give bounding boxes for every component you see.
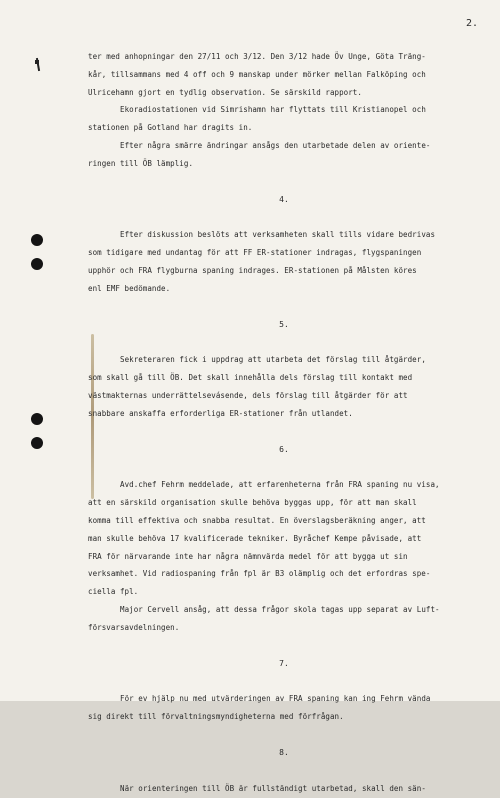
paragraph — [88, 601, 468, 637]
paragraph — [88, 476, 468, 601]
text-line: upphör och FRA flygburna spaning indrages. ER-stationen på Målsten köres — [88, 265, 417, 275]
section-number: 4. — [279, 194, 289, 204]
text-line: verksamhet. Vid radiospaning från fpl är B3 olämplig och det erfordras spe- — [88, 569, 431, 579]
text-line: försvarsavdelningen. — [88, 622, 180, 632]
text-line: Major Cervell ansåg, att dessa frågor skola tagas upp separat av Luft- — [120, 604, 440, 614]
text-line: Avd.chef Fehrm meddelade, att erfarenheterna från FRA spaning nu visa, — [120, 480, 440, 490]
section-number: 7. — [279, 658, 289, 668]
punch-hole — [31, 234, 43, 246]
paragraph — [88, 226, 468, 297]
paragraph — [88, 690, 468, 726]
punch-hole — [31, 413, 43, 425]
text-line: snabbare anskaffa erforderliga ER-stationer från utlandet. — [88, 408, 353, 418]
section-number: 5. — [279, 319, 289, 329]
paragraph — [88, 101, 468, 137]
punch-hole — [31, 258, 43, 270]
ink-mark — [35, 60, 39, 64]
paragraph — [88, 48, 468, 101]
document-body — [88, 48, 468, 798]
text-line: Efter några smärre ändringar ansågs den utarbetade delen av oriente- — [120, 140, 431, 150]
text-line: För ev hjälp nu med utvärderingen av FRA spaning kan ing Fehrm vända — [120, 694, 431, 704]
text-line: komma till effektiva och snabba resultat. En överslagsberäkning anger, att — [88, 515, 426, 525]
paragraph — [88, 351, 468, 422]
text-line: kår, tillsammans med 4 off och 9 manskap under mörker mellan Falköping och — [88, 69, 426, 79]
text-line: Efter diskussion beslöts att verksamheten skall tills vidare bedrivas — [120, 230, 436, 240]
text-line: ringen till ÖB lämplig. — [88, 158, 194, 168]
section-number: 6. — [279, 444, 289, 454]
text-line: man skulle behöva 17 kvalificerade tekniker. Byråchef Kempe påvisade, att — [88, 533, 422, 543]
text-line: västmakternas underrättelsevásende, dels förslag till åtgärder för att — [88, 390, 408, 400]
text-line: som skall gå till ÖB. Det skall innehålla dels förslag till kontakt med — [88, 373, 413, 383]
text-line: stationen på Gotland har dragits in. — [88, 123, 253, 133]
section-number: 8. — [279, 747, 289, 757]
text-line: ter med anhopningar den 27/11 och 3/12. Den 3/12 hade Öv Unge, Göta Träng- — [88, 52, 426, 61]
text-line: att en särskild organisation skulle behöva byggas upp, för att man skall — [88, 498, 417, 508]
text-line: som tidigare med undantag för att FF ER-stationer indragas, flygspaningen — [88, 248, 422, 258]
text-line: enl EMF bedömande. — [88, 283, 171, 293]
text-line: Ekoradiostationen vid Simrishamn har flyttats till Kristianopel och — [120, 105, 426, 115]
paragraph — [88, 137, 468, 173]
punch-hole — [31, 437, 43, 449]
text-line: Ulricehamn gjort en tydlig observation. Se särskild rapport. — [88, 87, 362, 97]
text-line: Sekreteraren fick i uppdrag att utarbeta det förslag till åtgärder, — [120, 355, 426, 365]
paragraph — [88, 780, 468, 798]
page-number: 2. — [466, 18, 479, 29]
text-line: När orienteringen till ÖB är fullständigt utarbetad, skall den sän- — [120, 783, 426, 793]
text-line: FRA för närvarande inte har några nämnvärda medel för att bygga ut sin — [88, 551, 408, 561]
text-line: ciella fpl. — [88, 587, 139, 597]
text-line: sig direkt till förvaltningsmyndigheterna med förfrågan. — [88, 712, 344, 722]
